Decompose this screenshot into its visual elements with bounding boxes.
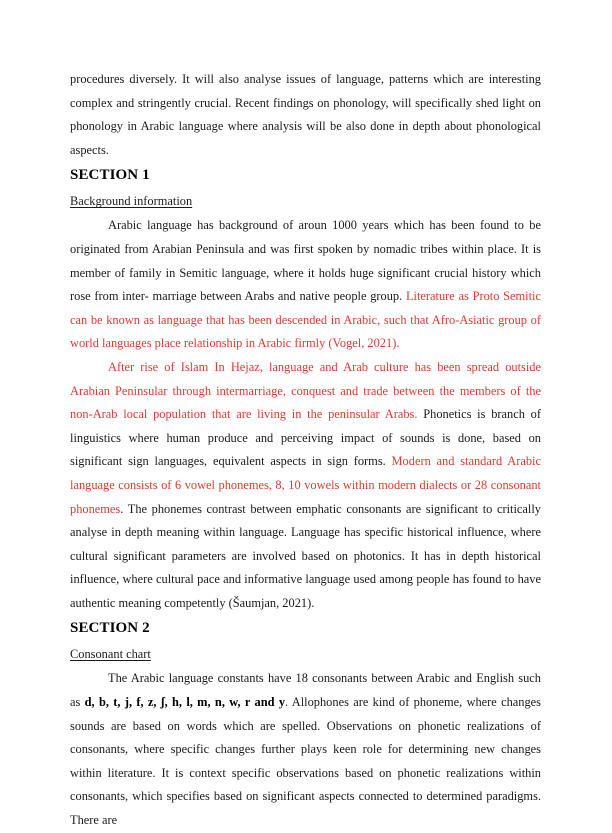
section-1-heading: SECTION 1 (70, 167, 150, 184)
background-information-subheading-text: Background information (70, 194, 193, 209)
consonant-paragraph-black-part-2: . Allophones are kind of phoneme, where changes sounds are based on words which are spelled. Observations on phonetic realizations of consonants, where specific changes further plays keen role for determining new changes within literature. It is context specific observations based on phonetic realizations within consonants, which specifies based on significant aspects connected to determined paradigms. There are (70, 695, 542, 828)
consonant-list-bold: d, b, t, j, f, z, ʃ, h, l, m, n, w, r and y (84, 695, 286, 710)
islam-paragraph-black-part-1: Phonetics is branch of linguistics where human produce and perceiving impact of sounds is done, based on significant sign languages, equivalent aspects in sign forms. (70, 407, 542, 469)
consonant-chart-subheading-text: Consonant chart (70, 647, 151, 662)
section-2-heading: SECTION 2 (70, 620, 150, 637)
background-paragraph-red-part: Literature as Proto Semitic can be known as language that has been descended in Arabic, such that Afro-Asiatic group of world languages place relationship in Arabic firmly (Vogel, 2021). (70, 289, 541, 351)
islam-paragraph (70, 356, 541, 616)
consonant-chart-subheading (70, 642, 541, 667)
islam-paragraph-red-part-2: Modern and standard Arabic language consists of 6 vowel phonemes, 8, 10 vowels within modern dialects or 28 consonant phonemes (70, 454, 541, 516)
consonant-paragraph (70, 667, 541, 832)
background-paragraph (70, 214, 541, 356)
consonant-paragraph-black-part-1: The Arabic language constants have 18 consonants between Arabic and English such as (70, 671, 541, 710)
background-paragraph-black-part: Arabic language has background of aroun 1000 years which has been found to be originated from Arabian Peninsula and was first spoken by nomadic tribes within place. It is member of family in Semitic language, where it holds huge significant crucial history which rose from inter- marriage between Arabs and native people group. (70, 218, 541, 304)
islam-paragraph-red-part-1: After rise of Islam In Hejaz, language and Arab culture has been spread outside Arabian Peninsular through intermarriage, conquest and trade between the members of the non-Arab local population that are living in the peninsular Arabs. (70, 359, 541, 422)
islam-paragraph-black-part-2: . The phonemes contrast between emphatic consonants are significant to critically analyse in depth meaning within language. Language has specific historical influence, where cultural significant parameters are involved based on photonics. It has in depth historical influence, where cultural pace and informative language used among people has found to have authentic meaning competently (Šaumjan, 2021). (70, 501, 541, 610)
intro-paragraph: procedures diversely. It will also analyse issues of language, patterns which are interesting complex and stringently crucial. Recent findings on phonology, will specifically shed light on phonology in Arabic language where analysis will be also done in depth about phonological aspects. (70, 72, 541, 157)
background-information-subheading (70, 189, 541, 214)
